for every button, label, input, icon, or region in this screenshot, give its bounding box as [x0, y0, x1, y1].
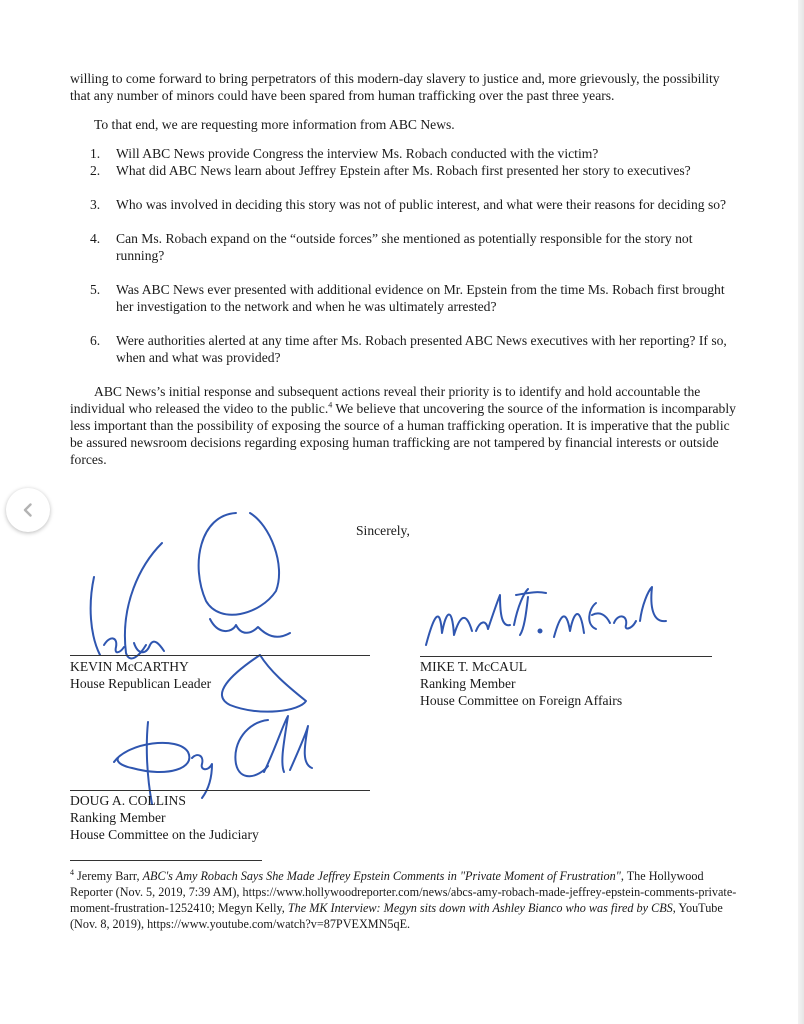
signature-line — [70, 790, 370, 791]
previous-slide-button[interactable] — [6, 488, 50, 532]
letter-body — [70, 70, 740, 468]
closing-paragraph — [70, 383, 740, 468]
footnote-divider — [70, 860, 262, 861]
question-number: 5. — [90, 282, 101, 297]
question-number: 3. — [90, 197, 101, 212]
signatory-committee: House Committee on Foreign Affairs — [420, 693, 623, 708]
mccarthy-signature — [80, 505, 310, 730]
footnote-text: , YouTube (Nov. 8, 2019), https://www.youtube.com/watch?v=87PVEXMN5qE. — [70, 901, 723, 931]
signatory-title: Ranking Member — [420, 676, 516, 691]
question-number: 6. — [90, 333, 101, 348]
question-item — [70, 196, 740, 213]
question-item — [70, 332, 740, 366]
question-number: 4. — [90, 231, 101, 246]
signatory-name: KEVIN McCARTHY — [70, 659, 189, 674]
signatory-title: Ranking Member — [70, 810, 166, 825]
question-item — [70, 230, 740, 264]
page-edge — [798, 0, 804, 1024]
mccaul-signature — [420, 575, 680, 655]
signatory-name: MIKE T. McCAUL — [420, 659, 528, 674]
question-text: Can Ms. Robach expand on the “outside forces” she mentioned as potentially responsible for the story not running? — [116, 231, 693, 263]
question-list — [70, 145, 740, 366]
footnote-reference: 4 — [328, 400, 333, 410]
closing-text-part2: We believe that uncovering the source of the information is incomparably less important than the possibility of exposing the source of a human trafficking operation. It is imperative that the public be assured newsroom decisions regarding exposing human trafficking are not tampered by financial interests or outside forces. — [70, 401, 736, 467]
question-item — [70, 281, 740, 315]
chevron-left-icon — [20, 502, 36, 518]
footnote — [70, 868, 740, 932]
footnote-video-title: The MK Interview: Megyn sits down with Ashley Bianco who was fired by CBS — [287, 901, 673, 915]
question-text: Will ABC News provide Congress the interview Ms. Robach conducted with the victim? — [116, 146, 599, 161]
question-text: Who was involved in deciding this story was not of public interest, and what were their reasons for deciding so? — [116, 197, 727, 212]
question-number: 1. — [90, 146, 101, 161]
signatory-collins — [70, 792, 259, 843]
signatory-name: DOUG A. COLLINS — [70, 793, 186, 808]
question-number: 2. — [90, 163, 101, 178]
footnote-marker: 4 — [70, 867, 74, 877]
closing-text-part1: ABC News’s initial response and subsequent actions reveal their priority is to identify and hold accountable the individual who released the video to the public. — [70, 384, 701, 416]
question-text: Were authorities alerted at any time after Ms. Robach presented ABC News executives with her reporting? If so, when and what was provided? — [116, 333, 727, 365]
signatory-mccaul — [420, 658, 622, 709]
footnote-text: , The Hollywood Reporter (Nov. 5, 2019, 7:39 AM), https://www.hollywoodreporter.com/news/abcs-amy-robach-made-jeffrey-epstein-comments-private-moment-frustration-1252410; Megyn Kelly, — [70, 869, 737, 915]
signatory-committee: House Committee on the Judiciary — [70, 827, 259, 842]
footnote-text: Jeremy Barr, — [74, 869, 143, 883]
sincerely-closing: Sincerely, — [356, 523, 410, 538]
question-item — [70, 162, 740, 179]
signatory-title: House Republican Leader — [70, 676, 212, 691]
question-item — [70, 145, 740, 162]
question-text: Was ABC News ever presented with additional evidence on Mr. Epstein from the time Ms. Robach first brought her investigation to the network and when he was ultimately arrested? — [116, 282, 725, 314]
opening-paragraph: willing to come forward to bring perpetrators of this modern-day slavery to justice and, more grievously, the possibility that any number of minors could have been spared from human trafficking over the past three years. — [70, 71, 720, 103]
signature-line — [70, 655, 370, 656]
signature-line — [420, 656, 712, 657]
request-intro: To that end, we are requesting more information from ABC News. — [94, 117, 455, 132]
signatory-mccarthy — [70, 658, 211, 692]
footnote-article-title: ABC's Amy Robach Says She Made Jeffrey Epstein Comments in "Private Moment of Frustration" — [142, 869, 621, 883]
question-text: What did ABC News learn about Jeffrey Epstein after Ms. Robach first presented her story to executives? — [116, 163, 691, 178]
